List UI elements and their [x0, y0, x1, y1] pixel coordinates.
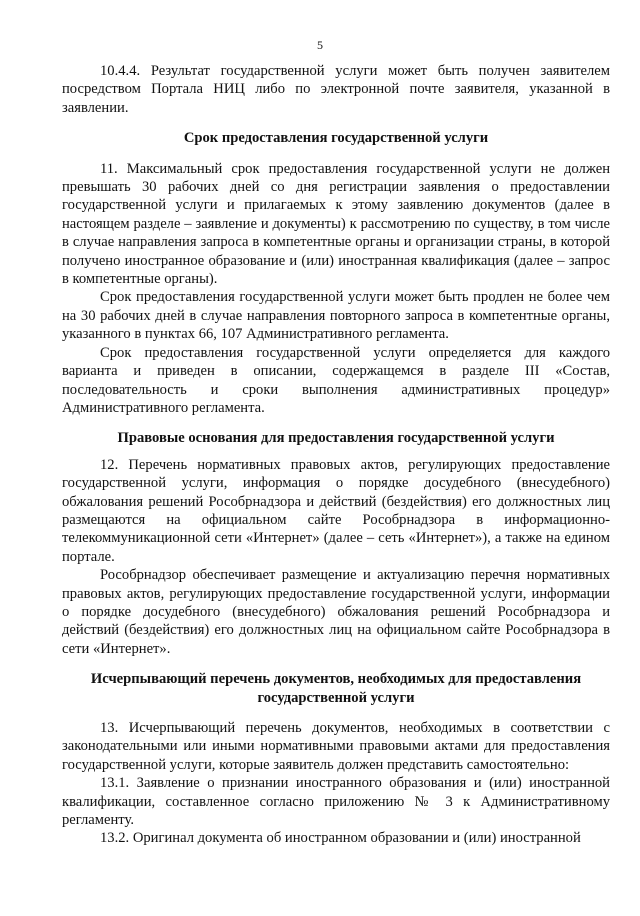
page-number: 5 [317, 38, 323, 52]
paragraph-term-extension: Срок предоставления государственной услуги может быть продлен не более чем на 30 рабочих дней в случае направления повторного запроса в компетентные органы, указанного в пунктах 66, 107 Административного регламента. [62, 289, 610, 343]
heading-documents-list: Исчерпывающий перечень документов, необходимых для предоставления государственной услуги [90, 671, 582, 706]
heading-legal-basis: Правовые основания для предоставления государственной услуги [117, 430, 555, 447]
paragraph-11: 11. Максимальный срок предоставления государственной услуги не должен превышать 30 рабочих дней со дня регистрации заявления о предоставлении государственной услуги и прилагаемых к этому заявлению документов (далее в настоящем разделе – заявление и документы) к рассмотрению по существу, в том числе в случае направления запроса в компетентные органы и организации страны, в которой получено иностранное образование и (или) иностранная квалификация (далее – запрос в компетентные органы). [62, 160, 610, 288]
paragraph-rosobrnadzor: Рособрнадзор обеспечивает размещение и актуализацию перечня нормативных правовых актов, регулирующих предоставление государственной услуги, информации о порядке досудебного (внесудебного) обжалования решений Рособрнадзора и действий (бездействия) его должностных лиц на официальном сайте Рособрнадзора в сети «Интернет». [62, 567, 610, 657]
heading-service-term: Срок предоставления государственной услуги [183, 130, 489, 147]
paragraph-term-variant: Срок предоставления государственной услуги определяется для каждого варианта и приведен в описании, содержащемся в разделе III «Состав, последовательность и сроки выполнения административных процедур» Административного регламента. [62, 344, 610, 416]
paragraph-12: 12. Перечень нормативных правовых актов, регулирующих предоставление государственной услуги, информация о порядке досудебного (внесудебного) обжалования решений Рособрнадзора и действий (бездействия) его должностных лиц размещаются на официальном сайте Рособрнадзора в информационно-телекоммуникационной сети «Интернет» (далее – сеть «Интернет»), а также на едином портале. [62, 456, 610, 565]
document-body [62, 62, 610, 848]
paragraph-13-2: 13.2. Оригинал документа об иностранном образовании и (или) иностранной [100, 830, 581, 847]
paragraph-13-1: 13.1. Заявление о признании иностранного образования и (или) иностранной квалификации, составленное согласно приложению № 3 к Административному регламенту. [62, 775, 610, 829]
paragraph-13: 13. Исчерпывающий перечень документов, необходимых в соответствии с законодательными или иными нормативными правовыми актами для предоставления государственной услуги, которые заявитель должен представить самостоятельно: [62, 720, 610, 773]
paragraph-10-4-4: 10.4.4. Результат государственной услуги может быть получен заявителем посредством Портала НИЦ либо по электронной почте заявителя, указанной в заявлении. [62, 63, 610, 116]
